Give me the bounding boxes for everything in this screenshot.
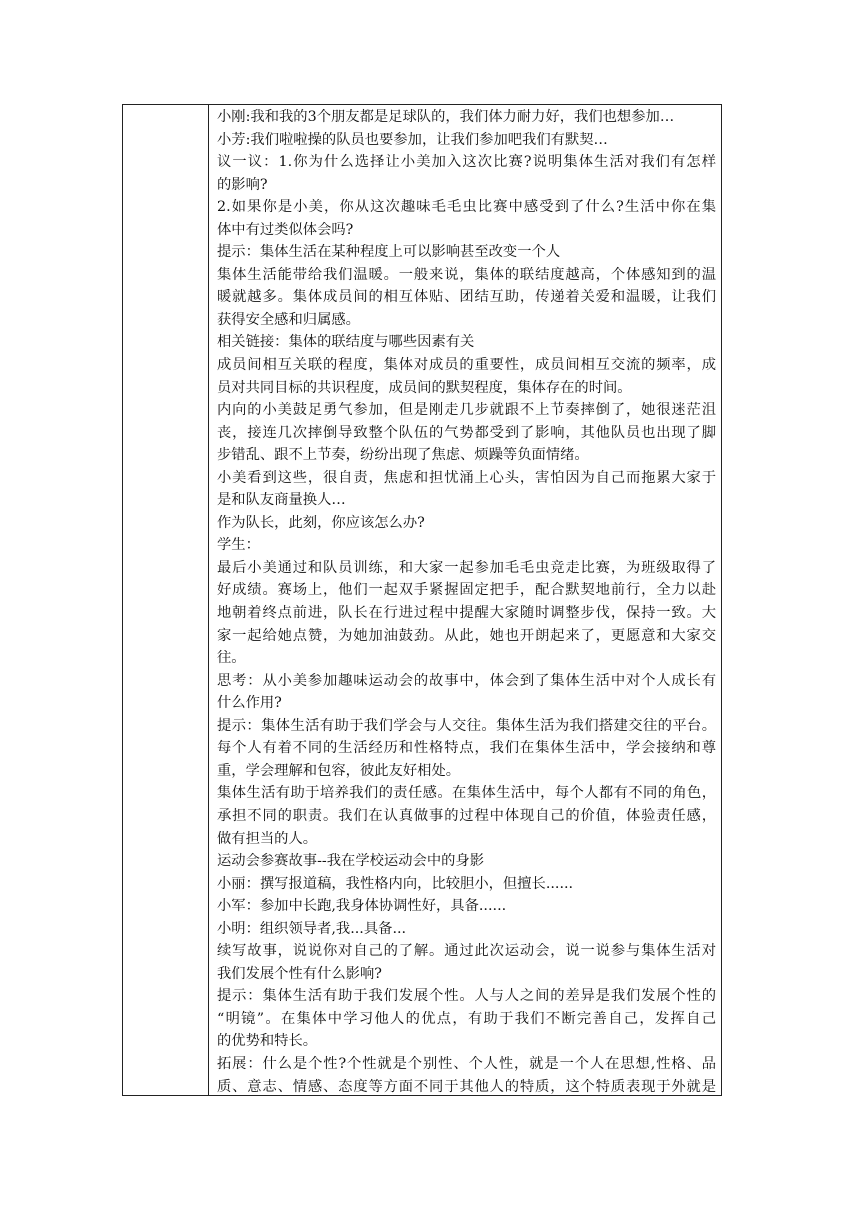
text-line: 我们发展个性有什么影响? <box>217 965 382 982</box>
text-line: 暖就越多。集体成员间的相互体贴、团结互助，传递着关爱和温暖，让我们 <box>217 289 716 306</box>
text-line: 小美看到这些，很自责，焦虑和担忧涌上心头，害怕因为自己而拖累大家于 <box>217 469 716 486</box>
text-line: 小芳:我们啦啦操的队员也要参加，让我们参加吧我们有默契… <box>217 131 608 148</box>
text-line: 地朝着终点前进，队长在行进过程中提醒大家随时调整步伐，保持一致。大 <box>217 605 716 622</box>
text-body <box>209 105 722 1095</box>
text-line: 相关链接：集体的联结度与哪些因素有关 <box>217 334 475 351</box>
text-line: 体中有过类似体会吗? <box>217 221 354 238</box>
text-line: 2.如果你是小美，你从这次趣味毛毛虫比赛中感受到了什么?生活中你在集 <box>217 199 716 216</box>
text-line: 丧，接连几次摔倒导致整个队伍的气势都受到了影响，其他队员也出现了脚 <box>217 424 716 441</box>
text-line: 提示：集体生活在某种程度上可以影响甚至改变一个人 <box>217 244 561 261</box>
text-line: 重，学会理解和包容，彼此友好相处。 <box>217 762 461 779</box>
text-line: 议一议：1.你为什么选择让小美加入这次比赛?说明集体生活对我们有怎样 <box>217 154 716 171</box>
text-line: “明镜”。在集体中学习他人的优点，有助于我们不断完善自己，发挥自己 <box>217 1010 716 1027</box>
text-line: 质、意志、情感、态度等方面不同于其他人的特质，这个特质表现于外就是 <box>217 1078 716 1095</box>
text-line: 运动会参赛故事--我在学校运动会中的身影 <box>217 853 485 870</box>
text-line: 思考：从小美参加趣味运动会的故事中，体会到了集体生活中对个人成长有 <box>217 672 716 689</box>
text-line: 的优势和特长。 <box>217 1033 318 1050</box>
text-line: 小军：参加中长跑,我身体协调性好，具备...... <box>217 898 507 915</box>
text-line: 作为队长，此刻，你应该怎么办? <box>217 514 425 531</box>
text-line: 拓展：什么是个性?个性就是个别性、个人性，就是一个人在思想,性格、品 <box>217 1055 716 1072</box>
text-line: 小丽：撰写报道稿，我性格内向，比较胆小，但擅长...... <box>217 875 574 892</box>
text-line: 承担不同的职责。我们在认真做事的过程中体现自己的价值，体验责任感， <box>217 807 716 824</box>
text-line: 员对共同目标的共识程度，成员间的默契程度，集体存在的时间。 <box>217 379 632 396</box>
right-column-cell <box>209 105 722 1095</box>
text-line: 做有担当的人。 <box>217 830 318 847</box>
text-line: 学生： <box>217 537 260 554</box>
text-line: 集体生活能带给我们温暖。一般来说，集体的联结度越高，个体感知到的温 <box>217 266 716 283</box>
text-line: 家一起给她点赞，为她加油鼓劲。从此，她也开朗起来了，更愿意和大家交 <box>217 627 716 644</box>
text-line: 成员间相互关联的程度，集体对成员的重要性，成员间相互交流的频率，成 <box>217 357 716 374</box>
left-column-cell <box>123 105 209 1095</box>
text-line: 续写故事，说说你对自己的了解。通过此次运动会，说一说参与集体生活对 <box>217 943 716 960</box>
text-line: 最后小美通过和队员训练，和大家一起参加毛毛虫竞走比赛，为班级取得了 <box>217 559 716 576</box>
content-table <box>122 104 722 1096</box>
text-line: 往。 <box>217 650 246 667</box>
text-line: 步错乱、跟不上节奏，纷纷出现了焦虑、烦躁等负面情绪。 <box>217 447 589 464</box>
text-line: 内向的小美鼓足勇气参加，但是刚走几步就跟不上节奏摔倒了，她很迷茫沮 <box>217 402 716 419</box>
text-line: 小刚:我和我的3个朋友都是足球队的，我们体力耐力好，我们也想参加… <box>217 109 675 125</box>
text-line: 获得安全感和归属感。 <box>217 311 360 328</box>
text-line: 是和队友商量换人… <box>217 492 346 509</box>
text-line: 什么作用? <box>217 695 282 712</box>
text-line: 集体生活有助于培养我们的责任感。在集体生活中，每个人都有不同的角色， <box>217 785 716 802</box>
text-line: 每个人有着不同的生活经历和性格特点，我们在集体生活中，学会接纳和尊 <box>217 740 716 757</box>
text-line: 提示：集体生活有助于我们发展个性。人与人之间的差异是我们发展个性的 <box>217 988 716 1005</box>
text-line: 好成绩。赛场上，他们一起双手紧握固定把手，配合默契地前行，全力以赴 <box>217 582 716 599</box>
text-line: 的影响? <box>217 176 268 193</box>
text-line: 小明：组织领导者,我...具备... <box>217 920 407 937</box>
text-line: 提示：集体生活有助于我们学会与人交往。集体生活为我们搭建交往的平台。 <box>217 717 716 734</box>
